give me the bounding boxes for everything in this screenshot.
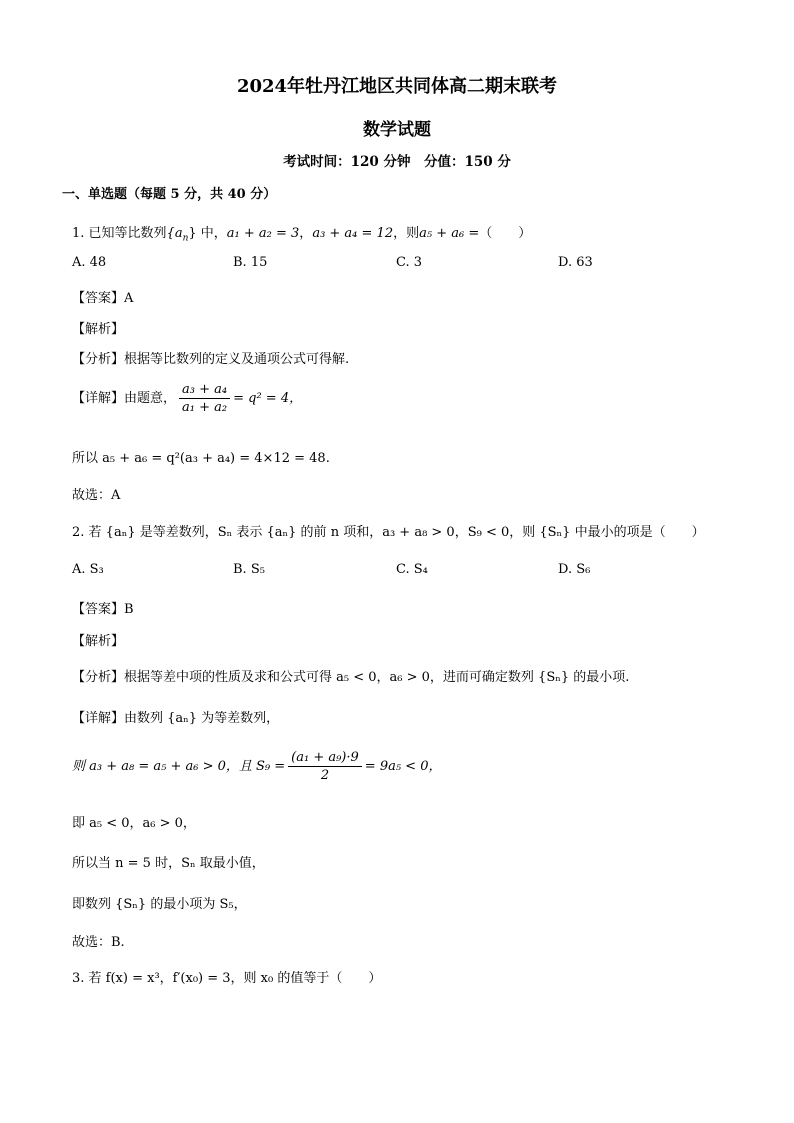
section-heading: 一、单选题（每题 5 分，共 40 分） bbox=[62, 187, 277, 202]
q2-fenxi: 【分析】根据等差中项的性质及求和公式可得 a₅ < 0，a₆ > 0，进而可确定数列 {Sₙ} 的最小项. bbox=[72, 670, 630, 685]
q1-prompt-mid: } 中， bbox=[188, 226, 227, 241]
exam-title: 2024年牡丹江地区共同体高二期末联考 bbox=[236, 76, 558, 97]
q2-option-c: C. S₄ bbox=[396, 562, 428, 577]
q1-fenxi: 【分析】根据等比数列的定义及通项公式可得解. bbox=[72, 352, 350, 367]
q1-frac-den: a₁ + a₂ bbox=[182, 400, 228, 415]
q1-prompt-text: 1. 已知等比数列 bbox=[72, 226, 167, 241]
q2-conclusion: 故选：B. bbox=[72, 935, 125, 950]
q1-seq: {$a_n$ bbox=[166, 226, 189, 244]
q1-xiangjie-label: 【详解】由题意， bbox=[72, 391, 177, 406]
q2-line-c: 所以当 n = 5 时，Sₙ 取最小值， bbox=[72, 856, 265, 871]
q1-frac-rhs: = q² = 4， bbox=[233, 391, 303, 406]
q1-option-b: B. 15 bbox=[233, 255, 268, 270]
q2-answer: 【答案】B bbox=[72, 602, 134, 617]
q1-cond2: a₃ + a₄ = 12 bbox=[312, 226, 394, 241]
q2-line-b: 即 a₅ < 0，a₆ > 0， bbox=[72, 816, 196, 831]
q1-cond1: a₁ + a₂ = 3 bbox=[226, 226, 300, 241]
question-3-prompt: 3. 若 f(x) = x³，f′(x₀) = 3，则 x₀ 的值等于（ ） bbox=[72, 971, 382, 986]
q1-frac-num: a₃ + a₄ bbox=[179, 382, 230, 399]
q1-then: ，则 bbox=[393, 226, 420, 241]
q1-option-d: D. 63 bbox=[558, 255, 593, 270]
q2-fraction bbox=[288, 750, 362, 783]
q1-expr: a₅ + a₆ = bbox=[419, 226, 480, 241]
q1-fraction bbox=[179, 382, 230, 415]
q2-line-a-rhs: = 9a₅ < 0， bbox=[364, 759, 442, 774]
q2-frac-num: (a₁ + a₉)·9 bbox=[288, 750, 362, 767]
q1-jiexi: 【解析】 bbox=[72, 322, 125, 337]
q1-line2: 所以 a₅ + a₆ = q²(a₃ + a₄) = 4×12 = 48. bbox=[72, 451, 330, 466]
q1-conclusion: 故选：A bbox=[72, 488, 121, 503]
q2-option-d: D. S₆ bbox=[558, 562, 591, 577]
q1-answer: 【答案】A bbox=[72, 291, 134, 306]
q1-option-c: C. 3 bbox=[396, 255, 423, 270]
q2-option-a: A. S₃ bbox=[72, 562, 104, 577]
q2-jiexi: 【解析】 bbox=[72, 634, 125, 649]
q2-option-b: B. S₅ bbox=[233, 562, 265, 577]
q2-line-d: 即数列 {Sₙ} 的最小项为 S₅， bbox=[72, 897, 247, 912]
q1-xiangjie bbox=[72, 382, 302, 415]
question-1-prompt bbox=[72, 222, 531, 244]
q1-option-a: A. 48 bbox=[72, 255, 107, 270]
q2-frac-den: 2 bbox=[320, 768, 330, 783]
q1-sep: ， bbox=[299, 226, 313, 241]
q2-xiangjie: 【详解】由数列 {aₙ} 为等差数列， bbox=[72, 711, 280, 726]
q1-paren: （ ） bbox=[479, 226, 532, 241]
exam-subtitle: 数学试题 bbox=[363, 120, 431, 140]
question-2-prompt: 2. 若 {aₙ} 是等差数列，Sₙ 表示 {aₙ} 的前 n 项和，a₃ + a₈ > 0，S₉ < 0，则 {Sₙ} 中最小的项是（ ） bbox=[72, 525, 705, 540]
q2-line-a bbox=[72, 750, 441, 783]
q2-line-a-text: 则 a₃ + a₈ = a₅ + a₆ > 0，且 S₉ = bbox=[72, 759, 286, 774]
exam-info: 考试时间：120 分钟 分值：150 分 bbox=[283, 154, 511, 170]
